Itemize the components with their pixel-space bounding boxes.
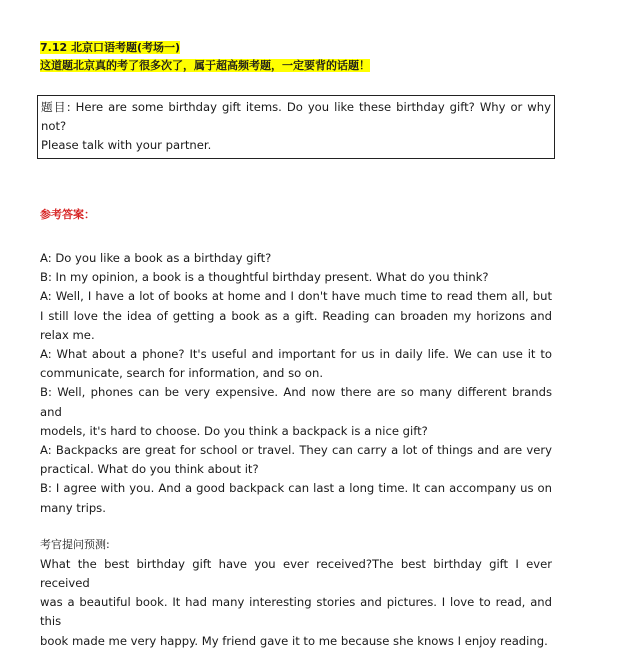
exam-question-heading: 考官提问预测: bbox=[40, 537, 110, 551]
question-line-1: 题目: Here are some birthday gift items. Do you like these birthday gift? Why or why not? bbox=[41, 100, 551, 133]
dialogue-line: many trips. bbox=[40, 500, 106, 515]
dialogue-line: B: Well, phones can be very expensive. And now there are so many different brands and bbox=[40, 385, 552, 419]
dialogue-line: A: Do you like a book as a birthday gift? bbox=[40, 251, 272, 265]
dialogue-line: B: In my opinion, a book is a thoughtful birthday present. What do you think? bbox=[40, 270, 489, 285]
dialogue-line: I still love the idea of getting a book as a gift. Reading can broaden my horizons and bbox=[40, 308, 552, 323]
prediction-line: What the best birthday gift have you ever received?The best birthday gift I ever received bbox=[40, 556, 552, 591]
dialogue-line: A: What about a phone? It's useful and important for us in daily life. We can use it to bbox=[40, 347, 552, 362]
dialogue-line: A: Backpacks are great for school or travel. They can carry a lot of things and are very bbox=[40, 443, 552, 458]
title-line bbox=[40, 36, 552, 54]
dialogue-line: relax me. bbox=[40, 327, 95, 342]
question-box bbox=[37, 95, 555, 159]
document-page bbox=[40, 36, 552, 651]
dialogue-line: practical. What do you think about it? bbox=[40, 462, 259, 477]
dialogue-line: B: I agree with you. And a good backpack can last a long time. It can accompany us on bbox=[40, 481, 552, 496]
dialogue-line: models, it's hard to choose. Do you think a backpack is a nice gift? bbox=[40, 423, 428, 438]
exam-subtitle: 这道题北京真的考了很多次了，属于超高频考题，一定要背的话题！ bbox=[40, 59, 370, 72]
prediction-line: book made me very happy. My friend gave it to me because she knows I enjoy reading. bbox=[40, 633, 548, 648]
dialogue-line: communicate, search for information, and so on. bbox=[40, 366, 324, 381]
exam-title: 7.12 北京口语考题(考场一) bbox=[40, 41, 181, 54]
dialogue bbox=[40, 249, 552, 518]
dialogue-line: A: Well, I have a lot of books at home and I don't have much time to read them all, but bbox=[40, 289, 552, 304]
prediction-answer bbox=[40, 555, 552, 651]
prediction-line: was a beautiful book. It had many interesting stories and pictures. I love to read, and this bbox=[40, 595, 552, 629]
answer-heading: 参考答案： bbox=[40, 208, 95, 221]
subtitle-line bbox=[40, 54, 552, 72]
question-line-2: Please talk with your partner. bbox=[41, 138, 212, 152]
